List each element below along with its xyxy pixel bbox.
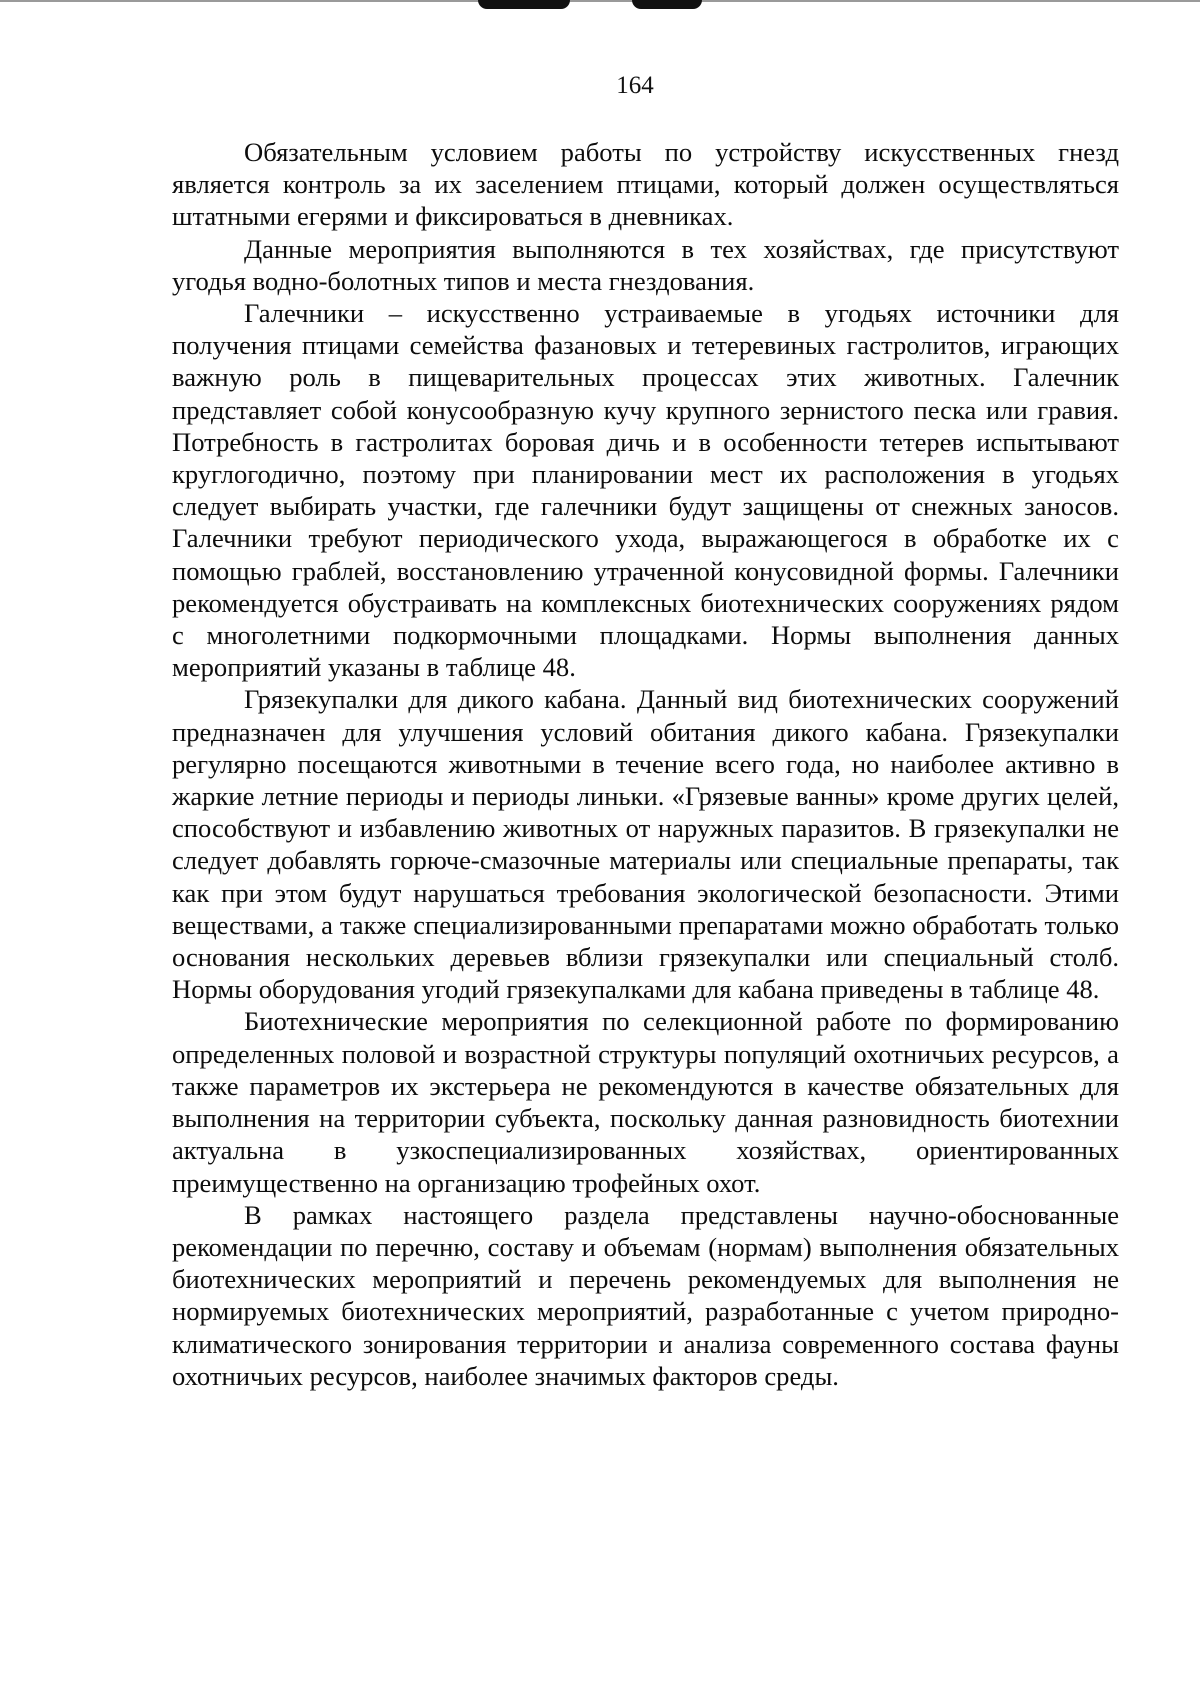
scan-edge-line bbox=[0, 0, 1200, 2]
body-text bbox=[172, 136, 1119, 1392]
scan-mark-left bbox=[478, 0, 570, 9]
paragraph-mud-baths: Грязекупалки для дикого кабана. Данный вид биотехнических сооружений предназначен для улучшения условий обитания дикого кабана. Грязекупалки регулярно посещаются животными в течение всего года, но наиболее активно в жаркие летние периоды и периоды линьки. «Грязевые ванны» кроме других целей, способствуют и избавлению животных от наружных паразитов. В грязекупалки не следует добавлять горюче-смазочные материалы или специальные препараты, так как при этом будут нарушаться требования экологической безопасности. Этими веществами, а также специализированными препаратами можно обработать только основания нескольких деревьев вблизи грязекупалки или специальный столб. Нормы оборудования угодий грязекупалками для кабана приведены в таблице 48. bbox=[172, 684, 1119, 1005]
paragraph-gravel-pits: Галечники – искусственно устраиваемые в угодьях источники для получения птицами семейства фазановых и тетеревиных гастролитов, играющих важную роль в пищеварительных процессах этих животных. Галечник представляет собой конусообразную кучу крупного зернистого песка или гравия. Потребность в гастролитах боровая дичь и в особенности тетерев испытывают круглогодично, поэтому при планировании мест их расположения в угодьях следует выбирать участки, где галечники будут защищены от снежных заносов. Галечники требуют периодического ухода, выражающегося в обработке их с помощью граблей, восстановлению утраченной конусовидной формы. Галечники рекомендуется обустраивать на комплексных биотехнических сооружениях рядом с многолетними подкормочными площадками. Нормы выполнения данных мероприятий указаны в таблице 48. bbox=[172, 298, 1119, 683]
paragraph-nest-monitoring: Обязательным условием работы по устройству искусственных гнезд является контроль за их заселением птицами, который должен осуществляться штатными егерями и фиксироваться в дневниках. bbox=[172, 137, 1119, 232]
paragraph-selection-work: Биотехнические мероприятия по селекционной работе по формированию определенных половой и возрастной структуры популяций охотничьих ресурсов, а также параметров их экстерьера не рекомендуются в качестве обязательных для выполнения на территории субъекта, поскольку данная разновидность биотехнии актуальна в узкоспециализированных хозяйствах, ориентированных преимущественно на организацию трофейных охот. bbox=[172, 1006, 1119, 1198]
scan-mark-right bbox=[632, 0, 702, 9]
paragraph-section-summary: В рамках настоящего раздела представлены научно-обоснованные рекомендации по перечню, составу и объемам (нормам) выполнения обязательных биотехнических мероприятий и перечень рекомендуемых для выполнения не нормируемых биотехнических мероприятий, разработанные с учетом природно-климатического зонирования территории и анализа современного состава фауны охотничьих ресурсов, наиболее значимых факторов среды. bbox=[172, 1199, 1119, 1391]
paragraph-wetland-farms: Данные мероприятия выполняются в тех хозяйствах, где присутствуют угодья водно-болотных типов и места гнездования. bbox=[172, 233, 1119, 296]
page-number: 164 bbox=[616, 72, 654, 99]
